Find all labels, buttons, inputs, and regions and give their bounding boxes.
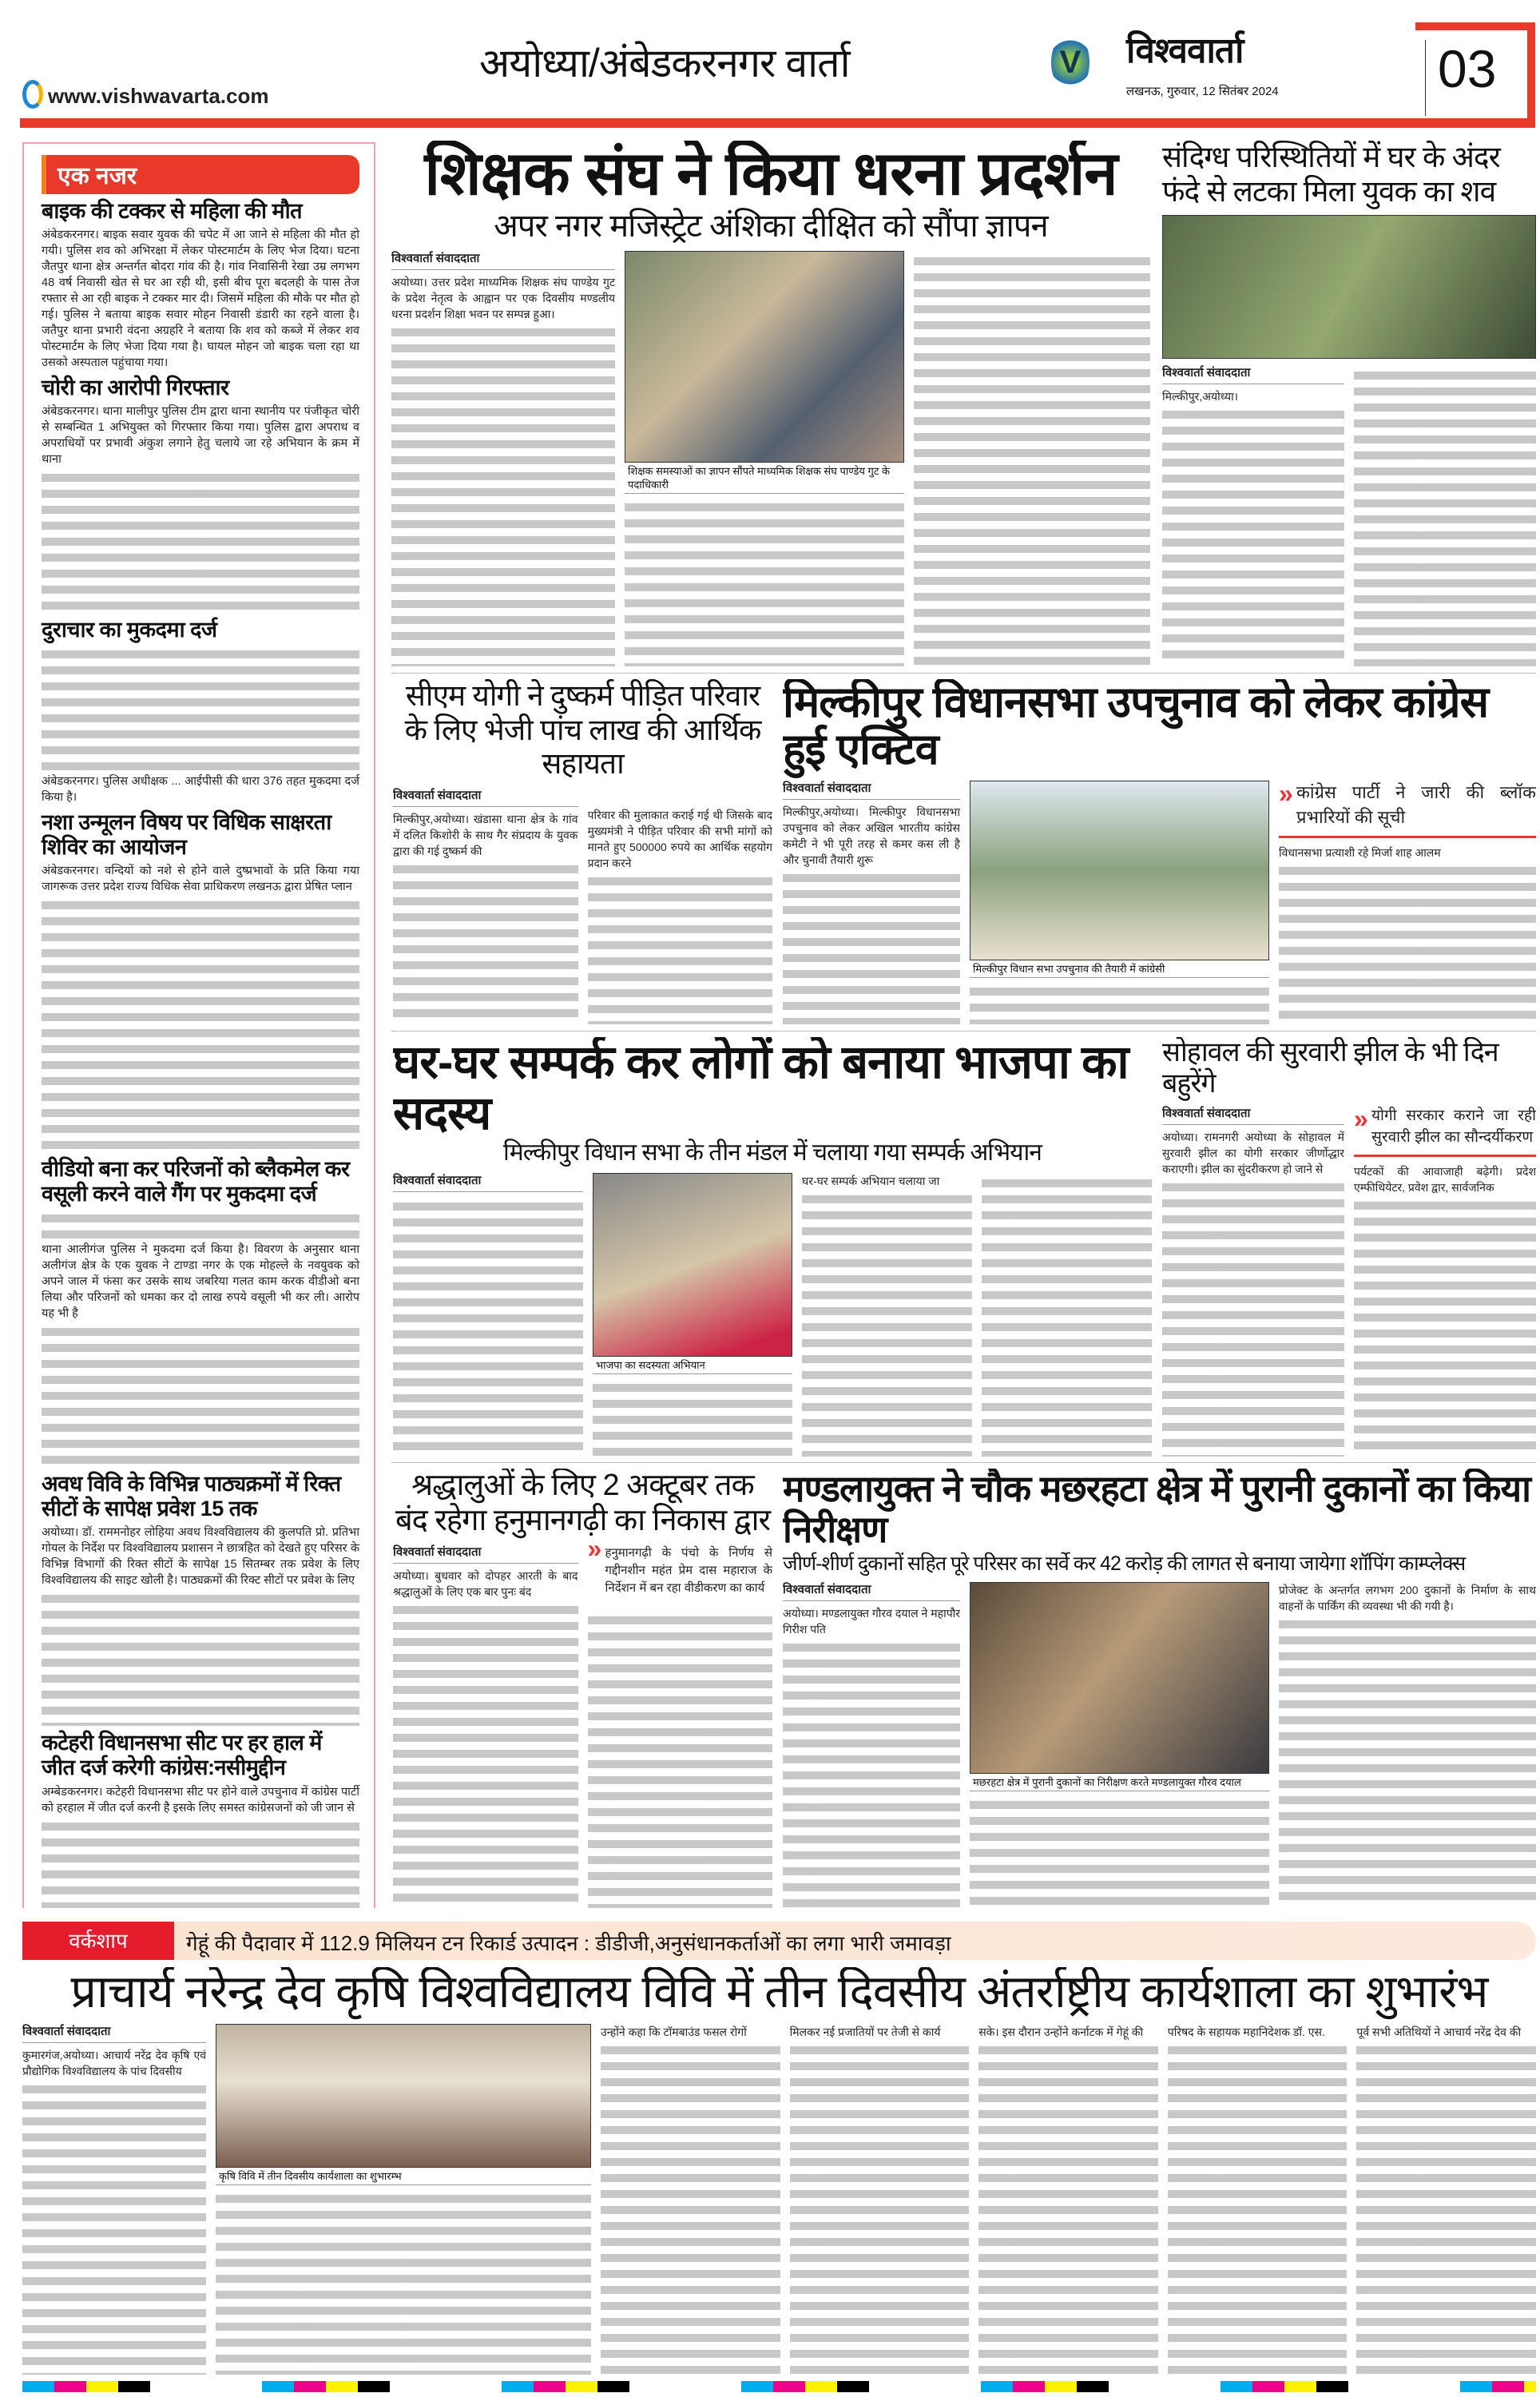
mandalayukt-col2 — [970, 1795, 1269, 1908]
brief-title: कटेहरी विधानसभा सीट पर हर हाल में जीत दर्ज करेगी कांग्रेस:नसीमुद्दीन — [42, 1731, 322, 1780]
brief-item — [42, 1731, 359, 1908]
ek-nazar-label: एक नजर — [42, 155, 359, 194]
mandalayukt-photo-column — [970, 1582, 1269, 1908]
sohawal-headline: सोहावल की सुरवारी झील के भी दिन बहुरेंगे — [1162, 1037, 1498, 1099]
lead-subheadline: अपर नगर मजिस्ट्रेट अंशिका दीक्षित को सौंपा ज्ञापन — [494, 208, 1048, 244]
brief-item — [42, 1157, 359, 1467]
page-number: 03 — [1438, 39, 1497, 98]
divider — [391, 1031, 1536, 1032]
mandalayukt-photo — [970, 1582, 1269, 1774]
brief-title: वीडियो बना कर परिजनों को ब्लैकमेल कर वसूली करने वाले गैंग पर मुकदमा दर्ज — [42, 1157, 350, 1206]
workshop-text-6: पूर्व सभी अतिथियों ने आचार्य नरेंद्र देव की — [1356, 2025, 1522, 2038]
sohawal-sidebar-quote: » योगी सरकार कराने जा रही सुरवारी झील का सौन्दर्यीकरण — [1354, 1106, 1536, 1157]
milkipur-photo-caption: मिल्कीपुर विधान सभा उपचुनाव की तैयारी में कांग्रेसी — [970, 960, 1269, 978]
workshop-text-4: सके। इस दौरान उन्होंने कर्नाटक में गेहूं की — [978, 2025, 1144, 2038]
cm-yogi-text: मिल्कीपुर,अयोध्या। खंडासा थाना क्षेत्र के गांव में दलित किशोरी के साथ गैर संप्रदाय के युवक द्वारा की गई दुष्कर्म की — [393, 812, 578, 857]
milkipur-sidebar-quote: » कांग्रेस पार्टी ने जारी की ब्लॉक प्रभारियों की सूची — [1279, 781, 1536, 839]
paper-logo-icon: V — [1051, 32, 1090, 93]
brief-body: अयोध्या। डॉ. राममनोहर लोहिया अवध विश्वविद्यालय की कुलपति प्रो. प्रतिभा गोयल के निर्देश पर विश्वविद्यालय प्रशासन ने छात्रहित को देखते हुए परिसर के विभिन्न विभागों की रिक्त सीटों के सापेक्ष 15 सितम्बर तक प्रवेश के लिए विश्वविद्यालय की साइट खोली है। पाठ्यक्रमों की रिक्ट सीटों पर प्रवेश के लिए — [42, 1526, 359, 1588]
fande-col2 — [1354, 365, 1536, 666]
byline: विश्ववार्ता संवाददाता — [391, 251, 615, 270]
hanumangarhi-col2 — [588, 1544, 773, 1908]
workshop-col1 — [22, 2024, 206, 2375]
mandalayukt-headline: मण्डलायुक्त ने चौक मछरहटा क्षेत्र में पुरानी दुकानों का किया निरीक्षण — [783, 1469, 1531, 1550]
sohawal-text-2: पर्यटकों की आवाजाही बढ़ेगी। प्रदेश एम्फीथियेटर, प्रवेश द्वार, सार्वजनिक — [1354, 1165, 1536, 1195]
byline: विश्ववार्ता संवाददाता — [393, 788, 578, 807]
byline: विश्ववार्ता संवाददाता — [783, 781, 960, 800]
brief-body: अंबेडकरनगर। थाना मालीपुर पुलिस टीम द्वारा थाना स्थानीय पर पंजीकृत चोरी से सम्बन्धित 1 अभियुक्त को गिरफ्तार किया गया। पुलिस द्वारा अपराध व अपराधियों पर प्रभावी अंकुश लगाने हेतु चलाये जा रहे अभियान के क्रम में थाना — [42, 405, 359, 467]
workshop-text-5: परिषद के सहायक महानिदेशक डॉ. एस. — [1167, 2025, 1325, 2038]
masthead-rule — [20, 118, 1535, 128]
hanumangarhi-col1 — [393, 1544, 578, 1908]
brief-item — [42, 376, 359, 613]
section-title: अयोध्या/अंबेडकरनगर वार्ता — [479, 41, 850, 85]
milkipur-photo — [970, 781, 1269, 960]
mandalayukt-col3 — [1279, 1582, 1536, 1908]
bhajpa-story — [393, 1037, 1152, 1457]
divider — [391, 1462, 1536, 1463]
milkipur-text: मिल्कीपुर,अयोध्या। मिल्कीपुर विधानसभा उपचुनाव को लेकर अखिल भारतीय कांग्रेस कमेटी ने भी पूरी तरह से कमर कस ली है और चुनावी तैयारी शुरू — [783, 805, 960, 866]
cm-yogi-story — [393, 679, 772, 1024]
paper-name: विश्ववार्ता — [1126, 31, 1244, 70]
masthead — [0, 0, 1540, 132]
byline: विश्ववार्ता संवाददाता — [393, 1173, 583, 1192]
workshop-text: कुमारगंज,अयोध्या। आचार्य नरेंद्र देव कृषि एवं प्रौद्योगिक विश्वविद्यालय के पांच दिवसीय — [22, 2048, 206, 2077]
bhajpa-photo — [593, 1173, 792, 1357]
brief-item — [42, 810, 359, 1152]
mandalayukt-subheadline: जीर्ण-शीर्ण दुकानों सहित पूरे परिसर का सर्वे कर 42 करोड़ की लागत से बनाया जायेगा शॉपिंग काम्प्लेक्स — [783, 1552, 1466, 1576]
lead-story-text: अयोध्या। उत्तर प्रदेश माध्यमिक शिक्षक संघ पाण्डेय गुट के प्रदेश नेतृत्व के आह्वान पर एक दिवसीय मण्डलीय धरना प्रदर्शन शिक्षा भवन पर सम्पन्न हुआ। — [391, 275, 615, 320]
brief-title: दुराचार का मुकदमा दर्ज — [42, 618, 217, 642]
milkipur-col1 — [783, 781, 960, 1024]
ie-logo-icon — [22, 80, 43, 109]
lead-story — [391, 141, 1150, 666]
workshop-col5 — [978, 2024, 1158, 2375]
workshop-text-2: उन्होंने कहा कि टॉमबाउंड फसल रोगों — [601, 2025, 747, 2038]
fande-text: मिल्कीपुर,अयोध्या। — [1162, 390, 1239, 403]
milkipur-headline: मिल्कीपुर विधानसभा उपचुनाव को लेकर कांग्रेस हुई एक्टिव — [783, 679, 1489, 774]
fande-headline: संदिग्ध परिस्थितियों में घर के अंदर फंदे से लटका मिला युवक का शव — [1162, 141, 1500, 208]
workshop-photo-column — [216, 2024, 591, 2375]
sohawal-text: अयोध्या। रामनगरी अयोध्या के सोहावल में सुरवारी झील का योगी सरकार जीर्णोद्धार कराएगी। झील का सुंदरीकरण हो जाने से — [1162, 1131, 1344, 1176]
bhajpa-col2 — [593, 1377, 792, 1457]
workshop-band — [22, 1922, 1536, 1960]
workshop-col4 — [790, 2024, 970, 2375]
workshop-text-3: मिलकर नई प्रजातियों पर तेजी से कार्य — [789, 2025, 941, 2038]
mandalayukt-text: अयोध्या। मण्डलायुक्त गौरव दयाल ने महापौर गिरीश पति — [783, 1606, 960, 1636]
bhajpa-col4 — [982, 1173, 1152, 1457]
workshop-col3 — [601, 2024, 780, 2375]
mandalayukt-story — [783, 1469, 1536, 1908]
byline: विश्ववार्ता संवाददाता — [1162, 365, 1344, 384]
brief-body: अंबेडकरनगर। वन्दियों को नशे से होने वाले दुष्प्रभावों के प्रति किया गया जागरूक उत्तर प्रदेश राज्य विधिक सेवा प्राधिकरण लखनऊ द्वारा प्रेषित प्लान — [42, 865, 359, 894]
cm-yogi-col2 — [588, 788, 773, 1024]
lead-headline: शिक्षक संघ ने किया धरना प्रदर्शन — [424, 141, 1117, 208]
bhajpa-text: घर-घर सम्पर्क अभियान चलाया जा — [802, 1175, 940, 1188]
bhajpa-col1 — [393, 1173, 583, 1457]
ek-nazar-column — [22, 142, 375, 1908]
hanumangarhi-headline: श्रद्धालुओं के लिए 2 अक्टूबर तक बंद रहेगा हनुमानगढ़ी का निकास द्वार — [395, 1469, 771, 1537]
workshop-col6 — [1168, 2024, 1348, 2375]
fande-photo — [1162, 215, 1536, 359]
workshop-photo — [216, 2024, 591, 2168]
workshop-photo-caption: कृषि विवि में तीन दिवसीय कार्यशाला का शुभारम्भ — [216, 2168, 591, 2185]
cm-yogi-headline: सीएम योगी ने दुष्कर्म पीड़ित परिवार के लिए भेजी पांच लाख की आर्थिक सहायता — [404, 679, 761, 781]
workshop-col7 — [1356, 2024, 1536, 2375]
website-url[interactable]: www.vishwavarta.com — [48, 84, 269, 108]
bhajpa-photo-column — [593, 1173, 792, 1457]
bhajpa-col3 — [802, 1173, 972, 1457]
sohawal-col2 — [1354, 1106, 1536, 1457]
workshop-col2 — [216, 2188, 591, 2375]
brief-item — [42, 1472, 359, 1726]
bhajpa-subheadline: मिल्कीपुर विधान सभा के तीन मंडल में चलाया गया सम्पर्क अभियान — [503, 1139, 1042, 1166]
bhajpa-photo-caption: भाजपा का सदस्यता अभियान — [593, 1357, 792, 1374]
brief-item — [42, 199, 359, 371]
workshop-story — [22, 1967, 1536, 2375]
brief-item — [42, 618, 359, 805]
mandalayukt-text-3: प्रोजेक्ट के अन्तर्गत लगभग 200 दुकानों के निर्माण के साथ वाहनों के पार्किंग की व्यवस्था भी की गयी है। — [1279, 1583, 1536, 1612]
milkipur-side-text: विधानसभा प्रत्याशी रहे मिर्जा शाह आलम — [1279, 846, 1441, 860]
workshop-headline: प्राचार्य नरेन्द्र देव कृषि विश्वविद्यालय विवि में तीन दिवसीय अंतर्राष्ट्रीय कार्यशाला का शुभारंभ — [70, 1967, 1488, 2017]
milkipur-col3 — [1279, 781, 1536, 1024]
brief-body: अंबेडकरनगर। बाइक सवार युवक की चपेट में आ जाने से महिला की मौत हो गयी। पुलिस शव को अभिरक्षा में लेकर पोस्टमार्टम के लिए भेज दिया। घटना जैतपुर थाना क्षेत्र अन्तर्गत बोदरा गांव की है। गांव निवासिनी रेखा उम्र लगभग 48 वर्ष निवासी खेत से घर आ रही थी, इसी बीच पूरा बदलही के पास तेज रफ्तार से आ रही बाइक ने टक्कर मार दी। जिसमें महिला की मौके पर मौत हो गई। पुलिस ने बताया बाइक सवार मोहन निवासी डंडारी का रहने वाला है। जतैपुर थाना प्रभारी वंदना अग्रहरि ने बताया कि शव को कब्जे में लेकर शव पोस्टमार्टम के लिए भेजा दिया गया है। घायल मोहन जो बाइक चला रहा था उसको अस्पताल पहुंचाया गया। — [42, 229, 359, 370]
brief-title: बाइक की टक्कर से महिला की मौत — [42, 199, 303, 223]
color-registration-strip — [22, 2381, 1536, 2392]
hanumangarhi-sidebar-quote: » हनुमानगढ़ी के पंचो के निर्णय से गद्दीनशीन महंत प्रेम दास महाराज के निर्देशन में बन रहा वीडीकरण का कार्य — [588, 1544, 773, 1604]
bhajpa-headline: घर-घर सम्पर्क कर लोगों को बनाया भाजपा का सदस्य — [393, 1037, 1129, 1139]
milkipur-photo-column — [970, 781, 1269, 1024]
cm-yogi-text-2: परिवार की मुलाकात कराई गई थी जिसके बाद मुख्यमंत्री ने पीड़ित परिवार की सभी मांगों को मानते हुए 500000 रुपये का आर्थिक सहयोग प्रदान करने — [587, 808, 772, 869]
brief-title: चोरी का आरोपी गिरफ्तार — [42, 376, 229, 400]
milkipur-story — [783, 679, 1536, 1024]
sohawal-story — [1162, 1037, 1536, 1457]
milkipur-col2 — [970, 981, 1269, 1024]
hanumangarhi-text: अयोध्या। बुधवार को दोपहर आरती के बाद श्रद्धालुओं के लिए एक बार पुनः बंद — [393, 1569, 578, 1599]
fande-story — [1162, 141, 1536, 666]
divider — [391, 673, 1536, 674]
lead-story-col3 — [914, 251, 1150, 666]
cm-yogi-col1 — [393, 788, 578, 1024]
lead-story-col1 — [391, 251, 615, 666]
fande-col1 — [1162, 365, 1344, 666]
hanumangarhi-story — [393, 1469, 772, 1908]
mandalayukt-photo-caption: मछरहटा क्षेत्र में पुरानी दुकानों का निरीक्षण करते मण्डलायुक्त गौरव दयाल — [970, 1774, 1269, 1791]
lead-photo-column — [625, 251, 904, 666]
dateline: लखनऊ, गुरुवार, 12 सितंबर 2024 — [1126, 85, 1279, 98]
byline: विश्ववार्ता संवाददाता — [22, 2024, 206, 2043]
brief-body: अंबेडकरनगर। पुलिस अधीक्षक ... आईपीसी की धारा 376 तहत मुकदमा दर्ज किया है। — [42, 775, 359, 805]
sohawal-col1 — [1162, 1106, 1344, 1457]
brief-title: नशा उन्मूलन विषय पर विधिक साक्षरता शिविर का आयोजन — [42, 810, 331, 860]
lead-story-col2 — [625, 497, 904, 666]
lead-photo-caption: शिक्षक समस्याओं का ज्ञापन सौंपते माध्यमिक शिक्षक संघ पाण्डेय गुट के पदाधिकारी — [625, 463, 904, 494]
brief-title: अवध विवि के विभिन्न पाठ्यक्रमों में रिक्त सीटों के सापेक्ष प्रवेश 15 तक — [42, 1472, 341, 1521]
workshop-kicker: गेहूं की पैदावार में 112.9 मिलियन टन रिकार्ड उत्पादन : डीडीजी,अनुसंधानकर्ताओं का लगा भारी जमावड़ा — [186, 1931, 951, 1955]
page-number-box — [1415, 22, 1535, 120]
brief-body: अम्बेडकरनगर। कटेहरी विधानसभा सीट पर होने वाले उपचुनाव में कांग्रेस पार्टी को हरहाल में जीत दर्ज करनी है इसके लिए समस्त कांग्रेसजनों को जी जान से — [42, 1785, 359, 1815]
mandalayukt-col1 — [783, 1582, 960, 1908]
byline: विश्ववार्ता संवाददाता — [393, 1544, 578, 1564]
lead-photo — [625, 251, 904, 463]
brief-body: थाना आलीगंज पुलिस ने मुकदमा दर्ज किया है। विवरण के अनुसार थाना अलीगंज क्षेत्र के एक युवक ने टाण्डा नगर के एक मोहल्ले के नवयुवक को अपने जाल में फंसा कर उसके साथ जबरिया गलत काम करक वीडीओ बना लिया और परिजनों को धमका कर दो लाख रुपये वसूली भी कर ली। आरोप यह भी है — [42, 1243, 359, 1321]
byline: विश्ववार्ता संवाददाता — [783, 1582, 960, 1601]
workshop-tag: वर्कशाप — [22, 1922, 174, 1960]
byline: विश्ववार्ता संवाददाता — [1162, 1106, 1344, 1125]
